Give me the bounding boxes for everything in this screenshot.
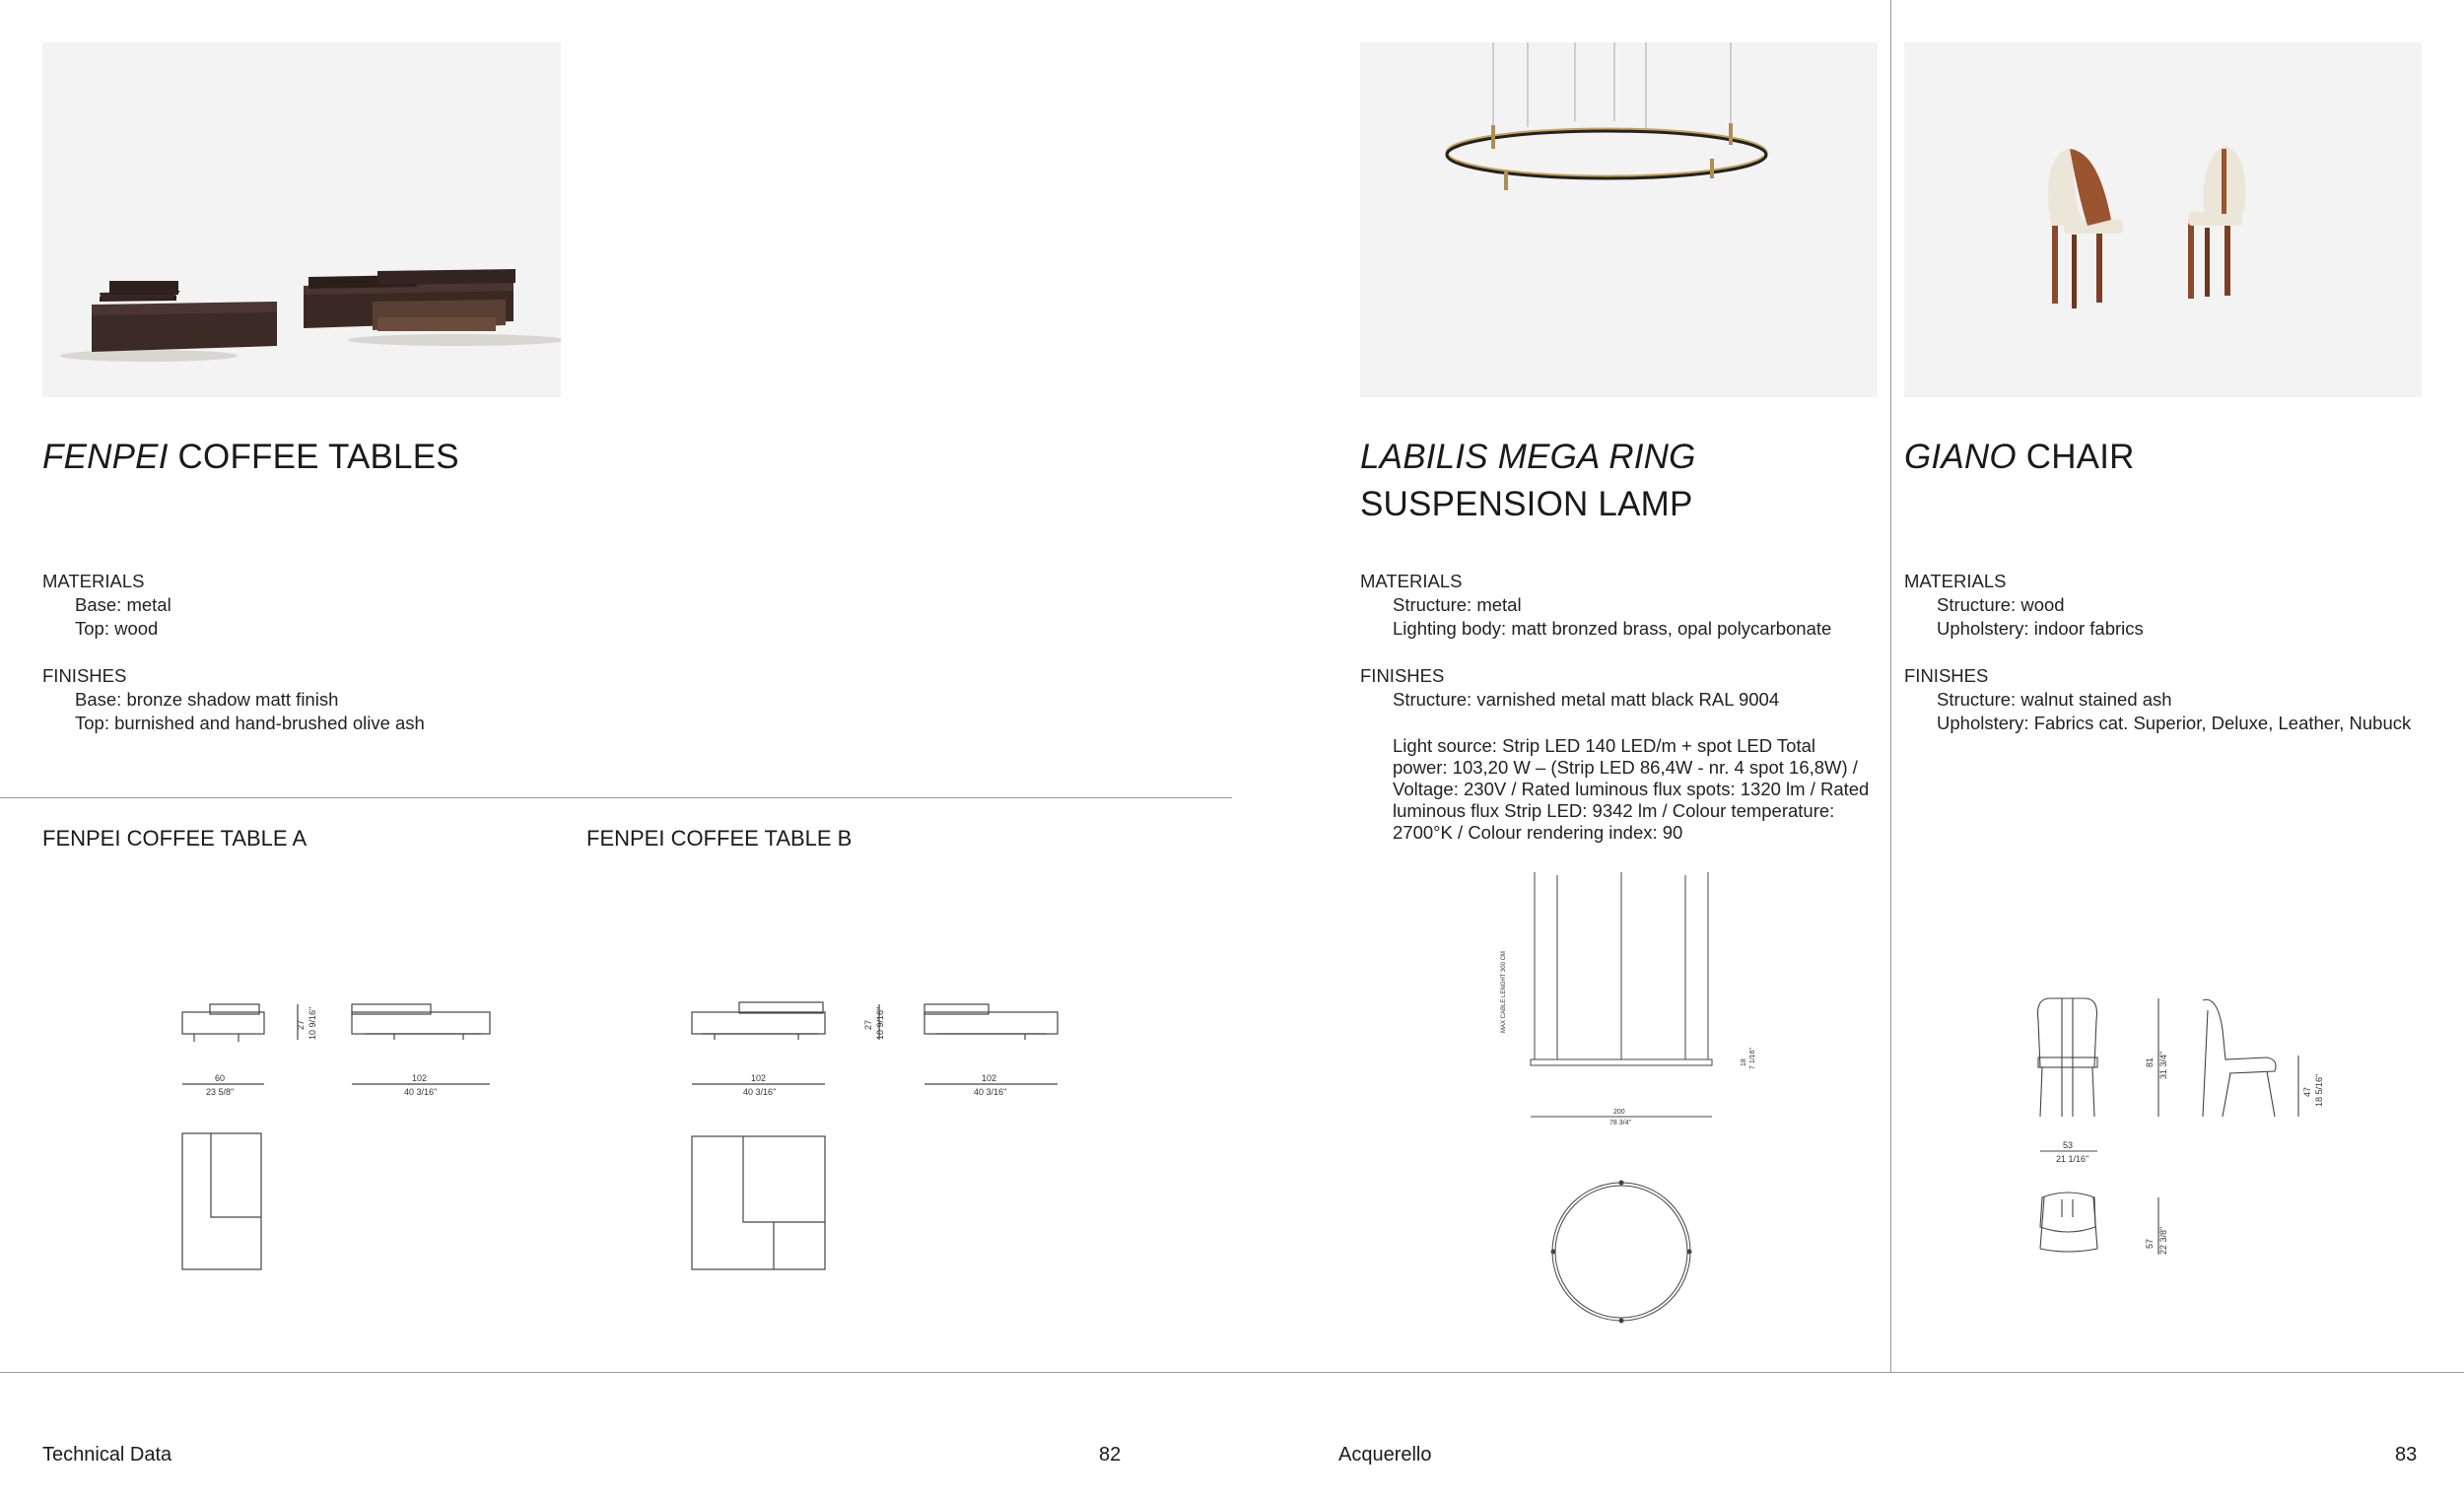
table-b-height-in: 10 9/16" — [875, 1006, 885, 1040]
chair-depth-in: 22 3/8" — [2158, 1226, 2168, 1255]
lamp-photo — [1360, 42, 1878, 397]
lamp-title — [1360, 434, 1696, 528]
table-a-width2-in: 40 3/16" — [404, 1087, 438, 1097]
materials-heading: MATERIALS — [1360, 571, 1463, 591]
chair-seat-cm: 47 — [2302, 1086, 2312, 1097]
coffee-tables-title — [42, 434, 459, 481]
material-item: Structure: wood — [1937, 594, 2065, 615]
footer-label-left: Technical Data — [42, 1444, 172, 1466]
table-b-width2-in: 40 3/16" — [974, 1087, 1007, 1097]
chair-photo — [1904, 42, 2422, 397]
lamp-cable-label: MAX CABLE LENGHT 300 CM — [1501, 951, 1507, 1033]
lamp-ring-height-in: 7 1/16" — [1749, 1048, 1756, 1069]
material-item: Structure: metal — [1393, 594, 1522, 615]
chair-specs — [1904, 570, 2456, 735]
finishes-heading: FINISHES — [42, 665, 127, 686]
coffee-tables-specs — [42, 570, 673, 735]
lamp-diameter-in: 78 3/4" — [1609, 1120, 1631, 1126]
page-divider — [1890, 0, 1891, 1372]
coffee-tables-photo — [42, 42, 561, 397]
material-item: Top: wood — [75, 618, 159, 639]
lamp-title-line2: SUSPENSION LAMP — [1360, 485, 1693, 523]
table-b-width1-in: 40 3/16" — [743, 1087, 777, 1097]
chair-title-italic: GIANO — [1904, 438, 2017, 476]
finishes-heading: FINISHES — [1904, 665, 1989, 686]
chair-height-cm: 81 — [2145, 1057, 2155, 1067]
materials-heading: MATERIALS — [1904, 571, 2007, 591]
finishes-heading: FINISHES — [1360, 665, 1445, 686]
material-item: Lighting body: matt bronzed brass, opal polycarbonate — [1393, 618, 1832, 639]
chair-drawing — [2020, 990, 2346, 1296]
lamp-specs — [1360, 570, 1892, 844]
coffee-tables-title-italic: FENPEI — [42, 438, 169, 476]
chair-title — [1904, 434, 2135, 481]
finish-item: Upholstery: Fabrics cat. Superior, Deluxe, Leather, Nubuck — [1937, 713, 2412, 733]
chair-width-in: 21 1/16" — [2056, 1154, 2089, 1164]
page-number-left: 82 — [1099, 1444, 1122, 1466]
chair-depth-cm: 57 — [2145, 1238, 2155, 1249]
finish-item: Structure: varnished metal matt black RAL 9004 — [1393, 689, 1780, 710]
finish-item: Structure: walnut stained ash — [1937, 689, 2172, 710]
coffee-tables-title-rest: COFFEE TABLES — [168, 438, 459, 476]
table-a-height-in: 10 9/16" — [308, 1006, 317, 1040]
table-a-width1-cm: 60 — [215, 1073, 226, 1083]
lamp-ring-height-cm: 18 — [1741, 1058, 1747, 1066]
table-a-drawing — [168, 990, 503, 1286]
table-a-width1-in: 23 5/8" — [206, 1087, 235, 1097]
chair-seat-in: 18 5/16" — [2314, 1073, 2324, 1107]
table-a-height-cm: 27 — [296, 1019, 306, 1030]
material-item: Upholstery: indoor fabrics — [1937, 618, 2144, 639]
table-a-width2-cm: 102 — [412, 1073, 428, 1083]
finish-item: Top: burnished and hand-brushed olive ash — [75, 713, 425, 733]
chair-width-cm: 53 — [2063, 1140, 2074, 1150]
table-b-drawing — [680, 990, 1074, 1286]
chair-title-rest: CHAIR — [2016, 438, 2135, 476]
table-b-width1-cm: 102 — [751, 1073, 767, 1083]
lamp-title-italic: LABILIS MEGA RING — [1360, 438, 1696, 476]
table-b-width2-cm: 102 — [982, 1073, 997, 1083]
table-b-height-cm: 27 — [863, 1019, 873, 1030]
table-b-title: FENPEI COFFEE TABLE B — [586, 826, 853, 851]
finish-item: Base: bronze shadow matt finish — [75, 689, 339, 710]
chair-height-in: 31 3/4" — [2158, 1051, 2168, 1079]
footer-label-right: Acquerello — [1338, 1444, 1432, 1466]
table-a-title: FENPEI COFFEE TABLE A — [42, 826, 308, 851]
lamp-drawing — [1493, 867, 1789, 1340]
lamp-technical-text: Light source: Strip LED 140 LED/m + spot LED Total power: 103,20 W – (Strip LED 86,4W - nr. 4 spot 16,8W) / Voltage: 230V / Rated luminous flux spots: 1320 lm / Rated luminous flux Strip LED: 9342 lm / Colour temperature: 2700°K / Colour rendering index: 90 — [1393, 735, 1870, 843]
materials-heading: MATERIALS — [42, 571, 145, 591]
section-divider — [0, 797, 1232, 798]
material-item: Base: metal — [75, 594, 171, 615]
page-number-right: 83 — [2395, 1444, 2418, 1466]
lamp-diameter-cm: 200 — [1613, 1109, 1625, 1116]
footer-divider — [0, 1372, 2464, 1373]
